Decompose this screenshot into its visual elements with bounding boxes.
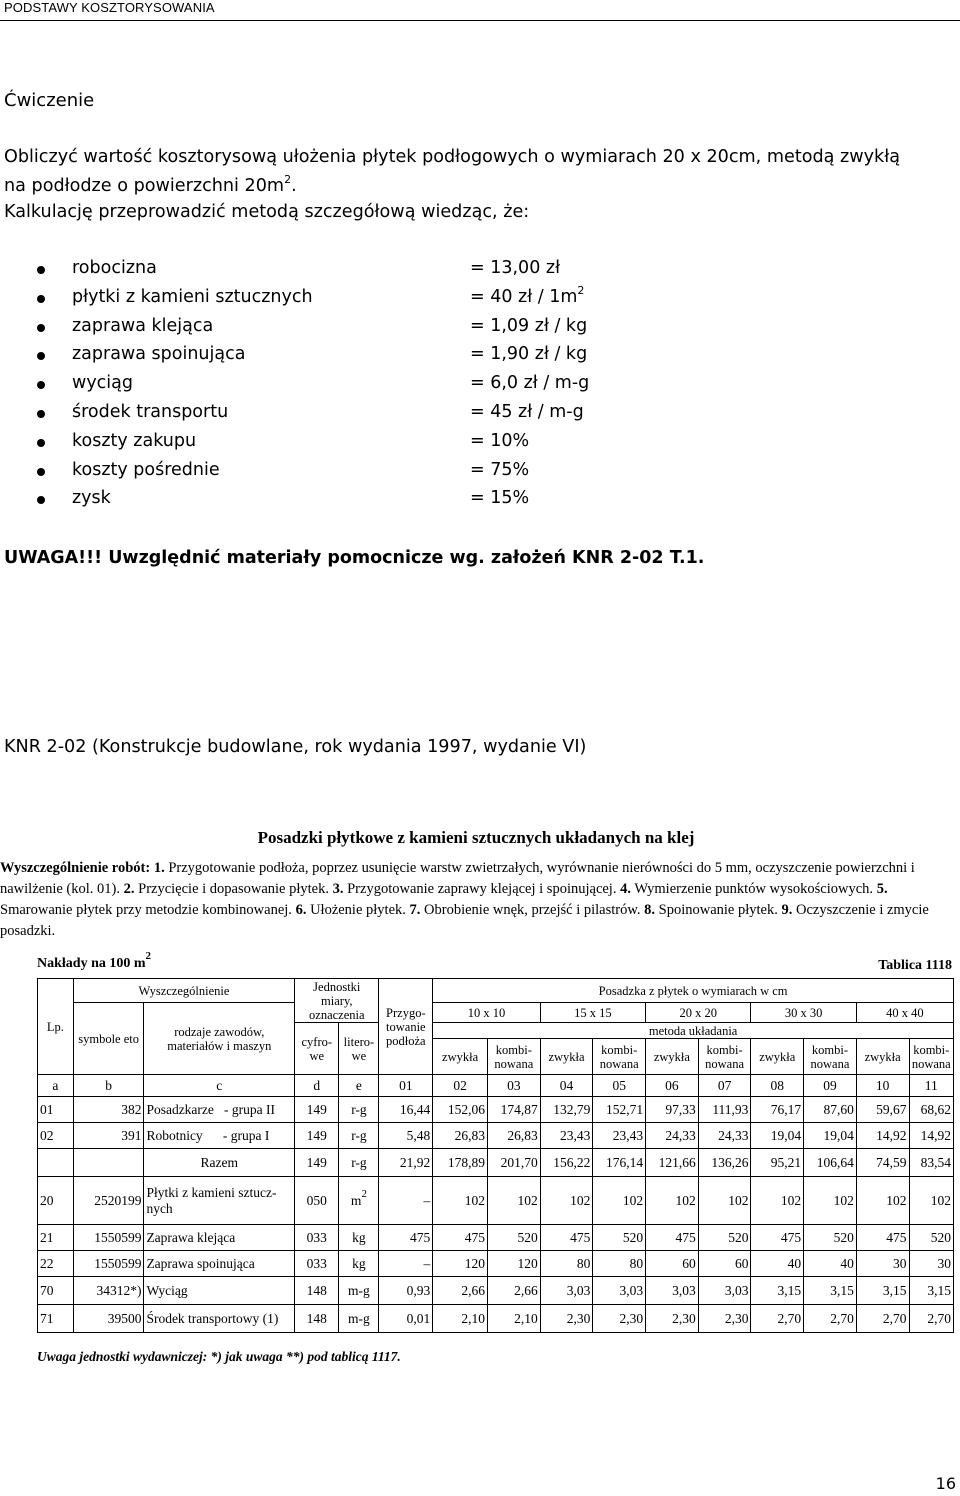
cell-value: 475 bbox=[751, 1225, 804, 1251]
th-zwykla: zwykła bbox=[646, 1039, 699, 1075]
th-metoda: metoda układania bbox=[433, 1023, 954, 1039]
desc-step-text: Spoinowanie płytek. bbox=[655, 902, 782, 918]
cell-value: 174,87 bbox=[488, 1097, 541, 1123]
col-index: 01 bbox=[379, 1075, 433, 1097]
cell-unit-symbol bbox=[339, 1149, 379, 1177]
cell-value: 0,93 bbox=[379, 1277, 433, 1305]
cell-value: 156,22 bbox=[540, 1149, 593, 1177]
th-kombinowana: kombi- nowana bbox=[488, 1039, 541, 1075]
desc-step-text: Smarowanie płytek przy metodzie kombinowanej. bbox=[0, 902, 296, 918]
bullet-dot bbox=[37, 410, 45, 418]
cell-value: 40 bbox=[751, 1251, 804, 1277]
cell-value: 475 bbox=[433, 1225, 488, 1251]
cost-item-value-text: = 15% bbox=[470, 488, 530, 509]
cell-name: Razem bbox=[144, 1149, 295, 1177]
cell-value: 132,79 bbox=[540, 1097, 593, 1123]
cost-item-label: wyciąg bbox=[72, 373, 133, 394]
cost-item-value-text: = 75% bbox=[470, 459, 530, 480]
cell-lp: 21 bbox=[38, 1225, 74, 1251]
cell-value: 2,10 bbox=[433, 1305, 488, 1333]
naklady-text: Nakłady na 100 m bbox=[37, 956, 146, 971]
cell-name: Wyciąg bbox=[144, 1277, 295, 1305]
cost-item-value-text: = 6,0 zł / m-g bbox=[470, 373, 590, 394]
knr-table-scan bbox=[0, 828, 956, 1364]
bullet-dot bbox=[37, 295, 45, 303]
cell-unit-code: 149 bbox=[295, 1149, 339, 1177]
col-index: 11 bbox=[909, 1075, 954, 1097]
cell-unit-symbol bbox=[339, 1305, 379, 1333]
col-index: c bbox=[144, 1075, 295, 1097]
col-index: 09 bbox=[804, 1075, 857, 1097]
cell-unit-symbol bbox=[339, 1123, 379, 1149]
cell-value: 152,71 bbox=[593, 1097, 646, 1123]
cell-value: 0,01 bbox=[379, 1305, 433, 1333]
table-row bbox=[38, 1177, 954, 1225]
th-wyszczegolnienie: Wyszczególnienie bbox=[73, 979, 294, 1003]
cell-name: Robotnicy - grupa I bbox=[144, 1123, 295, 1149]
desc-step-number: 5. bbox=[876, 881, 888, 897]
th-kombinowana: kombi- nowana bbox=[804, 1039, 857, 1075]
desc-step-number: 8. bbox=[644, 902, 656, 918]
page-number: 16 bbox=[935, 1474, 956, 1493]
cell-unit-code: 033 bbox=[295, 1251, 339, 1277]
cell-value: 520 bbox=[909, 1225, 954, 1251]
cost-item-label: robocizna bbox=[72, 258, 157, 278]
running-header: PODSTAWY KOSZTORYSOWANIA bbox=[4, 0, 215, 15]
col-index: d bbox=[295, 1075, 339, 1097]
cell-lp: 71 bbox=[38, 1305, 74, 1333]
cell-value: 102 bbox=[646, 1177, 699, 1225]
cost-item-label: zysk bbox=[72, 488, 111, 509]
col-index: 08 bbox=[751, 1075, 804, 1097]
cost-item-value-text: = 10% bbox=[470, 430, 530, 451]
col-index: e bbox=[339, 1075, 379, 1097]
cell-lp: 20 bbox=[38, 1177, 74, 1225]
cell-value: 26,83 bbox=[433, 1123, 488, 1149]
cost-item-value bbox=[470, 460, 529, 480]
cell-value: 2,30 bbox=[593, 1305, 646, 1333]
cell-unit-code: 149 bbox=[295, 1097, 339, 1123]
cell-unit-code: 050 bbox=[295, 1177, 339, 1225]
naklady-sup: 2 bbox=[145, 950, 152, 962]
cell-lp: 70 bbox=[38, 1277, 74, 1305]
desc-step-text: Przygotowanie zaprawy klejącej i spoinującej. bbox=[343, 881, 621, 897]
unit-symbol-text: m bbox=[350, 1192, 362, 1208]
cell-value: 520 bbox=[698, 1225, 751, 1251]
cell-value: 102 bbox=[751, 1177, 804, 1225]
unit-symbol-text: kg bbox=[352, 1229, 366, 1245]
col-index: b bbox=[73, 1075, 144, 1097]
cell-value: 23,43 bbox=[540, 1123, 593, 1149]
cost-item-label: koszty zakupu bbox=[72, 430, 197, 451]
table-row bbox=[38, 1123, 954, 1149]
th-kombinowana: kombi- nowana bbox=[593, 1039, 646, 1075]
cell-value: 24,33 bbox=[646, 1123, 699, 1149]
cell-symbol: 2520199 bbox=[73, 1177, 144, 1225]
unit-symbol-text: r-g bbox=[351, 1127, 367, 1143]
cost-item bbox=[0, 371, 960, 400]
cell-value: 80 bbox=[593, 1251, 646, 1277]
cell-lp bbox=[38, 1149, 74, 1177]
cell-value: 3,15 bbox=[856, 1277, 909, 1305]
cost-item-value-text: = 13,00 zł bbox=[470, 258, 561, 278]
col-index: 05 bbox=[593, 1075, 646, 1097]
cell-value: 178,89 bbox=[433, 1149, 488, 1177]
cell-value: 102 bbox=[909, 1177, 954, 1225]
th-zwykla: zwykła bbox=[751, 1039, 804, 1075]
cell-value: 102 bbox=[856, 1177, 909, 1225]
desc-step-text: Oczyszczenie i zmycie posadzki. bbox=[0, 902, 929, 939]
cell-value: 3,15 bbox=[909, 1277, 954, 1305]
cell-value: 152,06 bbox=[433, 1097, 488, 1123]
cost-list bbox=[0, 256, 960, 515]
cell-value: 475 bbox=[856, 1225, 909, 1251]
cell-value: 3,15 bbox=[751, 1277, 804, 1305]
tablica-number: Tablica 1118 bbox=[878, 958, 952, 973]
note-uwaga: UWAGA!!! Uwzględnić materiały pomocnicze wg. założeń KNR 2-02 T.1. bbox=[4, 548, 705, 568]
cost-item-value bbox=[470, 402, 584, 422]
cell-value: 3,03 bbox=[698, 1277, 751, 1305]
cost-item-value bbox=[470, 431, 529, 451]
cell-value: 19,04 bbox=[804, 1123, 857, 1149]
th-przygotowanie: Przygo- towanie podłoża bbox=[379, 979, 433, 1075]
cost-item bbox=[0, 400, 960, 429]
cell-value: 2,30 bbox=[646, 1305, 699, 1333]
cell-value: 2,10 bbox=[488, 1305, 541, 1333]
th-zwykla: zwykła bbox=[540, 1039, 593, 1075]
th-posadzka: Posadzka z płytek o wymiarach w cm bbox=[433, 979, 954, 1003]
desc-step-number: 4. bbox=[620, 881, 631, 897]
cell-value: 475 bbox=[379, 1225, 433, 1251]
cell-value: 120 bbox=[488, 1251, 541, 1277]
cell-value: 475 bbox=[540, 1225, 593, 1251]
cell-value: 24,33 bbox=[698, 1123, 751, 1149]
cell-unit-code: 148 bbox=[295, 1277, 339, 1305]
th-kombinowana: kombi- nowana bbox=[909, 1039, 954, 1075]
cost-item-value bbox=[470, 344, 587, 364]
cell-value: 102 bbox=[698, 1177, 751, 1225]
cell-unit-symbol bbox=[339, 1177, 379, 1225]
cell-value: 520 bbox=[593, 1225, 646, 1251]
cell-value: 80 bbox=[540, 1251, 593, 1277]
cell-name: Zaprawa klejąca bbox=[144, 1225, 295, 1251]
col-index: 02 bbox=[433, 1075, 488, 1097]
cell-value: 30 bbox=[909, 1251, 954, 1277]
cell-symbol: 391 bbox=[73, 1123, 144, 1149]
col-index: 06 bbox=[646, 1075, 699, 1097]
unit-symbol-text: kg bbox=[352, 1255, 366, 1271]
cost-item-value bbox=[470, 373, 589, 393]
cell-value: 97,33 bbox=[646, 1097, 699, 1123]
exercise-line-2-sup: 2 bbox=[284, 173, 292, 186]
table-row bbox=[38, 1149, 954, 1177]
cost-item bbox=[0, 314, 960, 343]
table-row bbox=[38, 1225, 954, 1251]
cell-value: 102 bbox=[804, 1177, 857, 1225]
desc-step-number: 1. bbox=[153, 860, 165, 876]
col-index: 07 bbox=[698, 1075, 751, 1097]
cell-value: 176,14 bbox=[593, 1149, 646, 1177]
exercise-line-2 bbox=[4, 173, 297, 196]
scan-description bbox=[0, 858, 956, 942]
unit-symbol-text: r-g bbox=[351, 1154, 367, 1170]
cell-symbol: 34312*) bbox=[73, 1277, 144, 1305]
bullet-dot bbox=[37, 324, 45, 332]
cell-value: 16,44 bbox=[379, 1097, 433, 1123]
unit-symbol-text: m-g bbox=[348, 1282, 370, 1298]
cell-value: 14,92 bbox=[909, 1123, 954, 1149]
cell-value: 30 bbox=[856, 1251, 909, 1277]
cost-item-label: zaprawa klejąca bbox=[72, 315, 214, 336]
cell-value: 2,66 bbox=[433, 1277, 488, 1305]
scan-footnote: Uwaga jednostki wydawniczej: *) jak uwaga **) pod tablicą 1117. bbox=[37, 1349, 401, 1364]
cost-item-label: koszty pośrednie bbox=[72, 459, 220, 480]
cell-value: 3,15 bbox=[804, 1277, 857, 1305]
header-rule bbox=[0, 20, 960, 21]
exercise-line-2-end: . bbox=[291, 176, 297, 196]
desc-prefix: Wyszczególnienie robót: bbox=[0, 860, 151, 876]
table-row bbox=[38, 1305, 954, 1333]
cost-item-value-sup: 2 bbox=[577, 283, 585, 297]
cell-symbol: 1550599 bbox=[73, 1251, 144, 1277]
cell-value: – bbox=[379, 1177, 433, 1225]
th-literowe: litero- we bbox=[339, 1023, 379, 1075]
desc-step-number: 2. bbox=[123, 881, 135, 897]
cost-item-value-text: = 1,09 zł / kg bbox=[470, 315, 588, 336]
unit-symbol-text: r-g bbox=[351, 1101, 367, 1117]
cell-unit-code: 033 bbox=[295, 1225, 339, 1251]
cell-value: 102 bbox=[540, 1177, 593, 1225]
cell-value: 520 bbox=[488, 1225, 541, 1251]
cell-unit-code: 148 bbox=[295, 1305, 339, 1333]
cell-value: 3,03 bbox=[540, 1277, 593, 1305]
cell-value: 111,93 bbox=[698, 1097, 751, 1123]
cell-value: 2,30 bbox=[540, 1305, 593, 1333]
desc-step-text: Wymierzenie punktów wysokościowych. bbox=[630, 881, 877, 897]
cell-symbol: 382 bbox=[73, 1097, 144, 1123]
cost-item-value bbox=[470, 488, 529, 508]
cell-value: 19,04 bbox=[751, 1123, 804, 1149]
bullet-dot bbox=[37, 266, 45, 274]
cell-unit-symbol bbox=[339, 1097, 379, 1123]
cost-item-value bbox=[470, 283, 585, 307]
cost-item bbox=[0, 429, 960, 458]
cell-value: 3,03 bbox=[646, 1277, 699, 1305]
th-lp: Lp. bbox=[38, 979, 74, 1075]
cell-value: 106,64 bbox=[804, 1149, 857, 1177]
exercise-line-1: Obliczyć wartość kosztorysową ułożenia płytek podłogowych o wymiarach 20 x 20cm, metodą zwykłą bbox=[4, 147, 901, 167]
cell-lp: 02 bbox=[38, 1123, 74, 1149]
exercise-line-3: Kalkulację przeprowadzić metodą szczegółową wiedząc, że: bbox=[4, 202, 530, 222]
th-zwykla: zwykła bbox=[433, 1039, 488, 1075]
cell-value: 26,83 bbox=[488, 1123, 541, 1149]
desc-step-number: 3. bbox=[332, 881, 344, 897]
cell-unit-symbol bbox=[339, 1251, 379, 1277]
desc-step-number: 9. bbox=[781, 902, 793, 918]
cell-name: Posadzkarze - grupa II bbox=[144, 1097, 295, 1123]
cell-value: 2,70 bbox=[804, 1305, 857, 1333]
cost-item bbox=[0, 458, 960, 487]
cost-item bbox=[0, 342, 960, 371]
cell-value: 87,60 bbox=[804, 1097, 857, 1123]
col-index: 04 bbox=[540, 1075, 593, 1097]
cell-value: 5,48 bbox=[379, 1123, 433, 1149]
th-size-30: 30 x 30 bbox=[751, 1003, 856, 1023]
cost-item-value-text: = 40 zł / 1m bbox=[470, 286, 578, 307]
cell-value: 83,54 bbox=[909, 1149, 954, 1177]
unit-symbol-sup: 2 bbox=[361, 1187, 367, 1200]
cell-value: 23,43 bbox=[593, 1123, 646, 1149]
col-index: a bbox=[38, 1075, 74, 1097]
cell-unit-code: 149 bbox=[295, 1123, 339, 1149]
cell-value: 201,70 bbox=[488, 1149, 541, 1177]
th-cyfrowe: cyfro- we bbox=[295, 1023, 339, 1075]
th-kombinowana: kombi- nowana bbox=[698, 1039, 751, 1075]
col-index: 03 bbox=[488, 1075, 541, 1097]
cell-value: 74,59 bbox=[856, 1149, 909, 1177]
th-zwykla: zwykła bbox=[856, 1039, 909, 1075]
table-row bbox=[38, 1277, 954, 1305]
cell-value: 2,30 bbox=[698, 1305, 751, 1333]
th-size-10: 10 x 10 bbox=[433, 1003, 540, 1023]
cell-value: 2,70 bbox=[856, 1305, 909, 1333]
bullet-dot bbox=[37, 352, 45, 360]
desc-step-text: Obrobienie wnęk, przejść i pilastrów. bbox=[420, 902, 645, 918]
col-index: 10 bbox=[856, 1075, 909, 1097]
cell-value: 76,17 bbox=[751, 1097, 804, 1123]
cell-value: – bbox=[379, 1251, 433, 1277]
exercise-heading: Ćwiczenie bbox=[4, 90, 95, 111]
cell-value: 3,03 bbox=[593, 1277, 646, 1305]
bullet-dot bbox=[37, 496, 45, 504]
cell-value: 2,66 bbox=[488, 1277, 541, 1305]
exercise-line-2-text: na podłodze o powierzchni 20m bbox=[4, 176, 285, 196]
th-rodzaje: rodzaje zawodów, materiałów i maszyn bbox=[144, 1003, 295, 1075]
cell-symbol: 1550599 bbox=[73, 1225, 144, 1251]
cell-unit-symbol bbox=[339, 1225, 379, 1251]
table-row bbox=[38, 1251, 954, 1277]
th-size-20: 20 x 20 bbox=[646, 1003, 751, 1023]
desc-step-number: 6. bbox=[295, 902, 307, 918]
cell-value: 59,67 bbox=[856, 1097, 909, 1123]
cell-value: 102 bbox=[488, 1177, 541, 1225]
cell-value: 68,62 bbox=[909, 1097, 954, 1123]
cell-value: 95,21 bbox=[751, 1149, 804, 1177]
desc-step-text: Przygotowanie podłoża, poprzez usunięcie warstw zwietrzałych, wyrównanie nierówności do 5 mm, oczyszczenie powierzchni i nawilżenie (kol. 01). bbox=[0, 860, 915, 897]
desc-step-text: Przycięcie i dopasowanie płytek. bbox=[134, 881, 333, 897]
bullet-dot bbox=[37, 468, 45, 476]
cost-item-label: płytki z kamieni sztucznych bbox=[72, 286, 313, 307]
cell-lp: 01 bbox=[38, 1097, 74, 1123]
naklady-label bbox=[37, 950, 152, 972]
cost-item-value-text: = 1,90 zł / kg bbox=[470, 344, 588, 365]
cell-value: 520 bbox=[804, 1225, 857, 1251]
th-size-15: 15 x 15 bbox=[540, 1003, 645, 1023]
cost-item bbox=[0, 486, 960, 515]
cell-symbol: 39500 bbox=[73, 1305, 144, 1333]
cell-value: 60 bbox=[698, 1251, 751, 1277]
cost-item-value bbox=[470, 316, 587, 336]
cell-lp: 22 bbox=[38, 1251, 74, 1277]
desc-step-text: Ułożenie płytek. bbox=[306, 902, 410, 918]
cell-value: 60 bbox=[646, 1251, 699, 1277]
cell-value: 102 bbox=[433, 1177, 488, 1225]
cost-item-label: środek transportu bbox=[72, 401, 229, 422]
cell-value: 14,92 bbox=[856, 1123, 909, 1149]
cell-value: 120 bbox=[433, 1251, 488, 1277]
cell-symbol bbox=[73, 1149, 144, 1177]
cell-unit-symbol bbox=[339, 1277, 379, 1305]
knr-reference: KNR 2-02 (Konstrukcje budowlane, rok wydania 1997, wydanie VI) bbox=[4, 737, 587, 757]
cost-item bbox=[0, 285, 960, 314]
cell-value: 102 bbox=[593, 1177, 646, 1225]
cost-item-label: zaprawa spoinująca bbox=[72, 344, 246, 365]
th-symbole: symbole eto bbox=[73, 1003, 144, 1075]
cell-name: Zaprawa spoinująca bbox=[144, 1251, 295, 1277]
th-size-40: 40 x 40 bbox=[856, 1003, 953, 1023]
scan-title: Posadzki płytkowe z kamieni sztucznych układanych na klej bbox=[257, 828, 695, 847]
knr-table bbox=[37, 978, 954, 1333]
cost-item bbox=[0, 256, 960, 285]
cell-name: Środek transportowy (1) bbox=[144, 1305, 295, 1333]
cell-value: 2,70 bbox=[909, 1305, 954, 1333]
cell-value: 136,26 bbox=[698, 1149, 751, 1177]
cost-item-value bbox=[470, 258, 560, 278]
desc-step-number: 7. bbox=[409, 902, 421, 918]
cell-name: Płytki z kamieni sztucz- nych bbox=[144, 1177, 295, 1225]
bullet-dot bbox=[37, 439, 45, 447]
bullet-dot bbox=[37, 381, 45, 389]
cell-value: 21,92 bbox=[379, 1149, 433, 1177]
table-row bbox=[38, 1097, 954, 1123]
cost-item-value-text: = 45 zł / m-g bbox=[470, 401, 584, 422]
cell-value: 2,70 bbox=[751, 1305, 804, 1333]
unit-symbol-text: m-g bbox=[348, 1310, 370, 1326]
cell-value: 121,66 bbox=[646, 1149, 699, 1177]
cell-value: 475 bbox=[646, 1225, 699, 1251]
th-jednostki: Jednostki miary, oznaczenia bbox=[295, 979, 379, 1023]
cell-value: 40 bbox=[804, 1251, 857, 1277]
